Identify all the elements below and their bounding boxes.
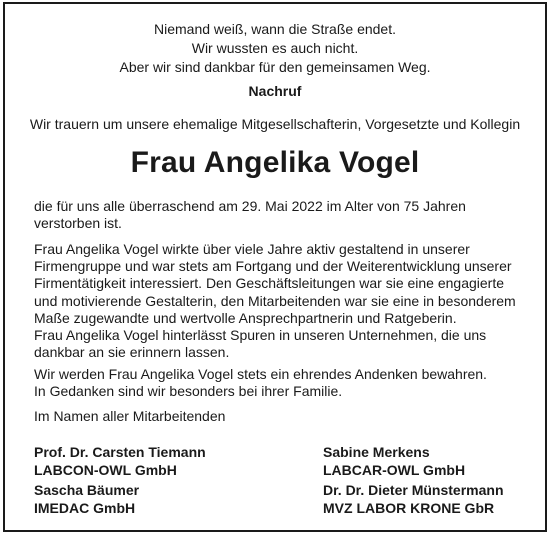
paragraph-line: dankbar an sie erinnern lassen. — [34, 344, 230, 361]
paragraph-line: Frau Angelika Vogel wirkte über viele Jahre aktiv gestaltend in unserer — [34, 241, 470, 257]
signatory-tiemann — [34, 444, 206, 479]
signatory-muenstermann — [323, 482, 504, 517]
paragraph-line: Firmentätigkeit interessiert. Den Geschäftsleitungen war sie eine engagierte — [34, 275, 505, 292]
signatory-company: MVZ LABOR KRONE GbR — [323, 499, 495, 516]
paragraph-line: In Gedanken sind wir besonders bei ihrer Familie. — [34, 383, 343, 400]
signatory-person: Sabine Merkens — [323, 444, 430, 460]
paragraph-on-behalf: Im Namen aller Mitarbeitenden — [34, 408, 226, 424]
signatory-merkens — [323, 444, 465, 479]
intro-text: Wir trauern um unsere ehemalige Mitgesellschafterin, Vorgesetzte und Kollegin — [29, 116, 521, 132]
paragraph-line: Frau Angelika Vogel hinterlässt Spuren in unseren Unternehmen, die uns — [34, 327, 487, 344]
deceased-name: Frau Angelika Vogel — [130, 146, 420, 179]
signatory-person: Sascha Bäumer — [34, 482, 140, 498]
signatory-company: LABCAR-OWL GmbH — [323, 461, 466, 478]
signatory-company: IMEDAC GmbH — [34, 499, 136, 516]
poem — [5, 20, 545, 77]
signatory-baeumer — [34, 482, 139, 517]
signatory-person: Prof. Dr. Carsten Tiemann — [34, 444, 206, 460]
paragraph-remembrance — [34, 366, 525, 400]
paragraph-line: die für uns alle überraschend am 29. Mai 2022 im Alter von 75 Jahren — [34, 198, 466, 214]
notice-heading: Nachruf — [248, 83, 302, 99]
poem-line: Wir wussten es auch nicht. — [191, 40, 359, 56]
paragraph-line: Wir werden Frau Angelika Vogel stets ein ehrendes Andenken bewahren. — [34, 366, 487, 382]
poem-line: Aber wir sind dankbar für den gemeinsamen Weg. — [119, 59, 431, 75]
signatory-company: LABCON-OWL GmbH — [34, 461, 177, 478]
paragraph-tribute — [34, 241, 525, 361]
poem-line: Niemand weiß, wann die Straße endet. — [153, 21, 396, 37]
paragraph-line: und motivierende Gestalterin, den Mitarbeitenden war sie eine in besonderem — [34, 292, 516, 309]
signatory-person: Dr. Dr. Dieter Münstermann — [323, 482, 504, 498]
paragraph-line: Firmengruppe und war stets am Fortgang und der Weiterentwicklung unserer — [34, 258, 512, 275]
paragraph-line: Maße zugewandte und wertvolle Ansprechpartnerin und Ratgeberin. — [34, 309, 457, 326]
paragraph-line: verstorben ist. — [34, 215, 122, 232]
paragraph-death-notice — [34, 198, 525, 232]
obituary-notice — [3, 2, 547, 532]
